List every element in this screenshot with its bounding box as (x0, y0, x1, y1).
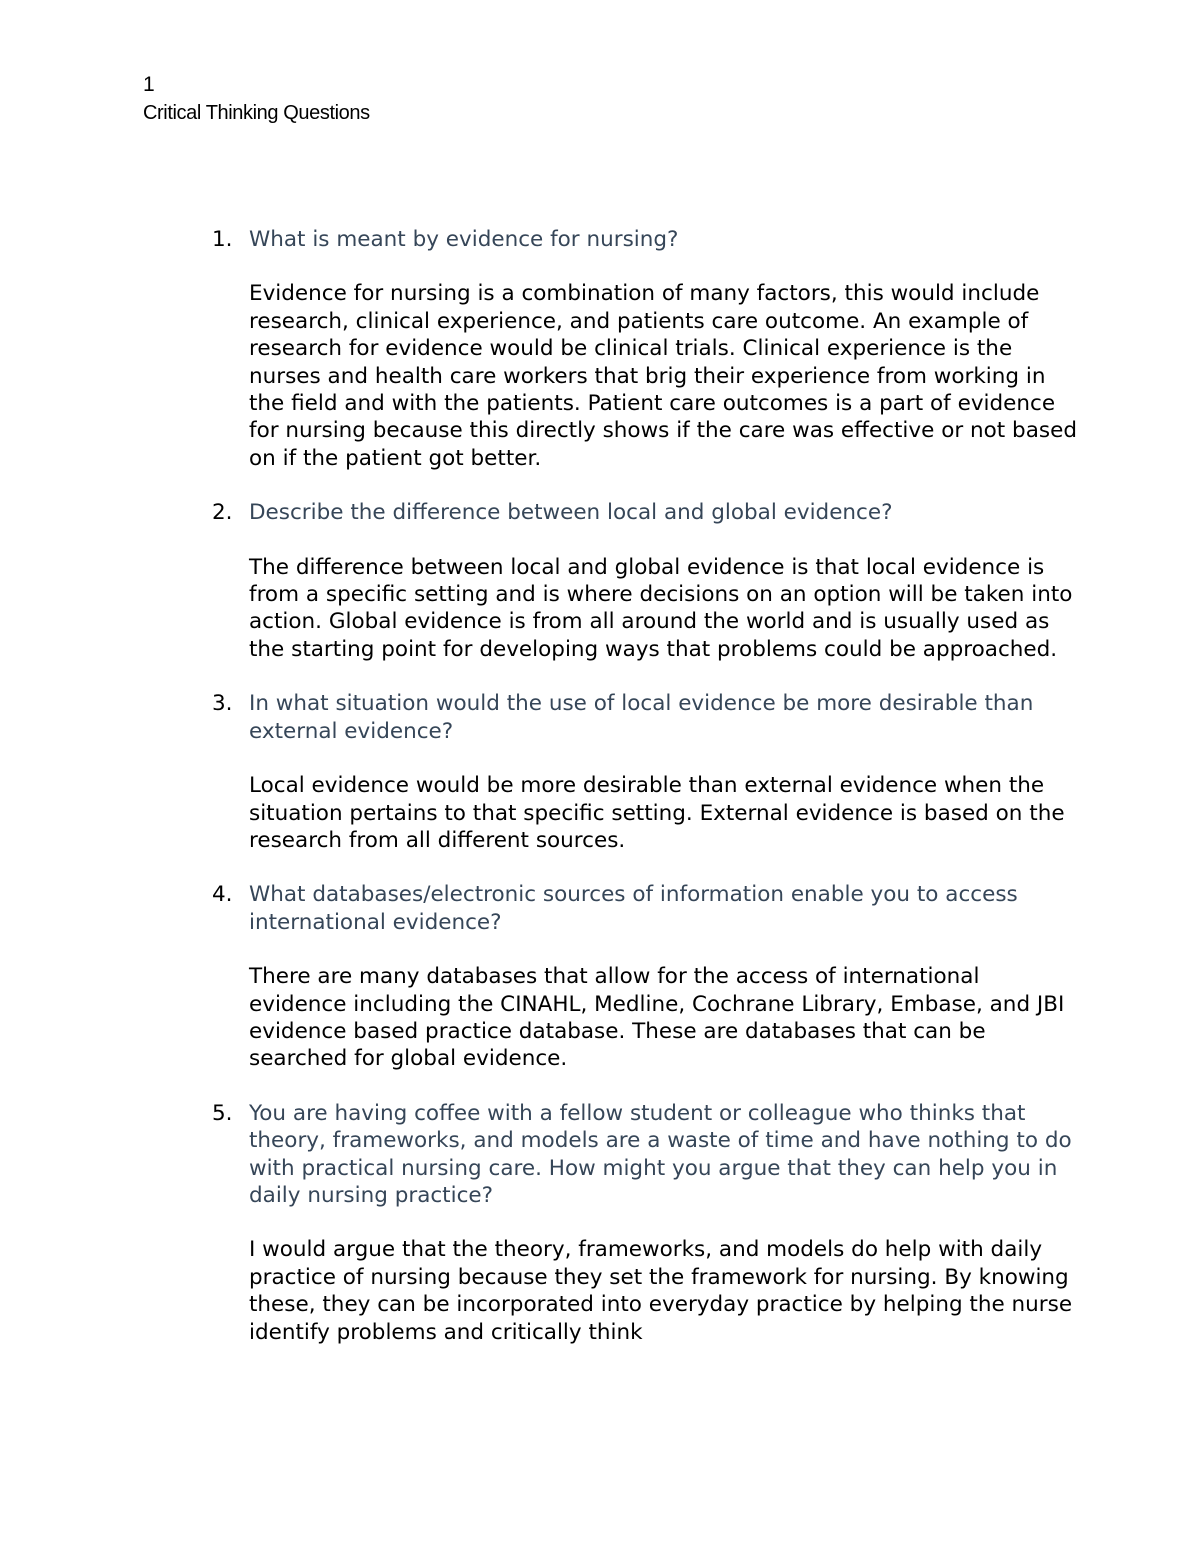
question-text: Describe the difference between local and global evidence? (249, 500, 893, 526)
question-item-1 (0, 226, 1200, 472)
question-number: 3. (212, 691, 233, 717)
question-number: 5. (212, 1100, 233, 1126)
question-number: 1. (212, 227, 233, 252)
question-text: You are having coffee with a fellow student or colleague who thinks that theory, frameworks, and models are a waste of time and have nothing to do with practical nursing care. How might you argue that they can help you in daily nursing practice? (249, 1100, 1072, 1208)
answer-text: The difference between local and global evidence is that local evidence is from a specific setting and is where decisions on an option will be taken into action. Global evidence is from all around the world and is usually used as the starting point for developing ways that problems could be approached. (249, 554, 1073, 662)
question-item-3 (0, 690, 1200, 854)
document-title: Critical Thinking Questions (143, 102, 370, 124)
question-text: What databases/electronic sources of information enable you to access international evidence? (249, 882, 1018, 935)
question-number: 2. (212, 500, 233, 526)
page-header (143, 70, 370, 128)
question-text: In what situation would the use of local evidence be more desirable than external evidence? (249, 691, 1034, 744)
question-item-4 (0, 881, 1200, 1072)
question-item-5 (0, 1100, 1200, 1346)
answer-text: I would argue that the theory, frameworks, and models do help with daily practice of nursing because they set the framework for nursing. By knowing these, they can be incorporated into everyday practice by helping the nurse identify problems and critically think (249, 1237, 1073, 1345)
question-text: What is meant by evidence for nursing? (249, 227, 679, 252)
page-number: 1 (143, 73, 155, 96)
answer-text: Local evidence would be more desirable than external evidence when the situation pertains to that specific setting. External evidence is based on the research from all different sources. (249, 773, 1065, 853)
question-list (0, 226, 1200, 1373)
answer-text: There are many databases that allow for the access of international evidence including the CINAHL, Medline, Cochrane Library, Embase, and JBI evidence based practice database. These are databases that can be searched for global evidence. (249, 964, 1065, 1072)
question-item-2 (0, 499, 1200, 663)
answer-text: Evidence for nursing is a combination of many factors, this would include research, clinical experience, and patients care outcome. An example of research for evidence would be clinical trials. Clinical experience is the nurses and health care workers that brig their experience from working in the field and with the patients. Patient care outcomes is a part of evidence for nursing because this directly shows if the care was effective or not based on if the patient got better. (249, 281, 1077, 471)
question-number: 4. (212, 882, 233, 908)
